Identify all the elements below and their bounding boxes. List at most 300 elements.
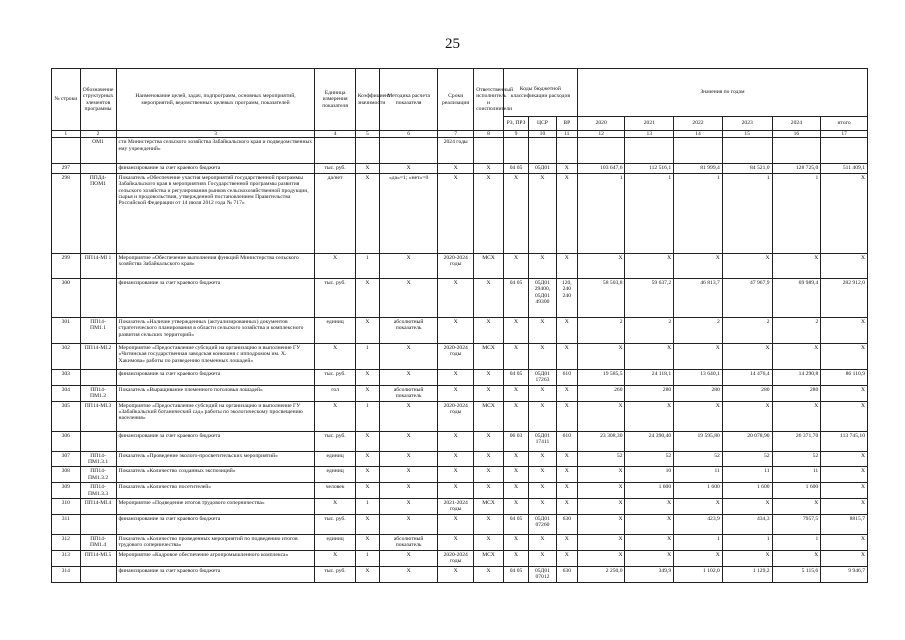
total-cell: X [821, 534, 868, 550]
column-number-cell: 5 [355, 131, 379, 138]
term-cell: 2020-2024 годы [438, 343, 474, 369]
row-number-cell: 300 [52, 278, 81, 317]
total-cell: 282 912,0 [821, 278, 868, 317]
header-2021: 2021 [625, 117, 674, 131]
value-2020-cell: X [577, 467, 625, 483]
name-cell: Показатель «Количество проведенных мероприятий по подведению итогов трудового соперничества» [116, 534, 315, 550]
value-2020-cell: X [577, 534, 625, 550]
coef-cell: X [355, 164, 379, 173]
header-responsible: Ответственный исполнитель и соисполнители [474, 69, 504, 131]
header-2022: 2022 [674, 117, 723, 131]
term-cell: X [438, 369, 474, 385]
row-number-cell [52, 138, 81, 164]
total-cell: 9 946,7 [821, 566, 868, 582]
value-2023-cell: 84 521,0 [722, 164, 772, 173]
csr-cell: X [529, 317, 557, 343]
column-number-cell: 1 [52, 131, 81, 138]
struct-code-cell [80, 278, 116, 317]
value-2022-cell: 423,9 [674, 514, 723, 534]
row-number-cell: 308 [52, 467, 81, 483]
name-cell: Мероприятие «Предоставление субсидий на организацию и выполнение ГУ «Забайкальский ботанический сад» работы по экологическому просвещению населения» [116, 401, 315, 431]
unit-cell: единиц [315, 534, 355, 550]
table-row [52, 173, 868, 253]
coef-cell: X [355, 431, 379, 451]
column-number-cell: 13 [625, 131, 674, 138]
column-number-cell: 6 [380, 131, 438, 138]
value-2022-cell: 1 102,0 [674, 566, 723, 582]
rz-cell: 04 05 [503, 514, 528, 534]
method-cell: X [380, 278, 438, 317]
row-number-cell: 301 [52, 317, 81, 343]
vr-cell: X [556, 483, 577, 499]
value-2020-cell: 103 647,6 [577, 164, 625, 173]
csr-cell [529, 138, 557, 164]
csr-cell: 05Д01 07012 [529, 566, 557, 582]
table-row [52, 431, 868, 451]
method-cell: X [380, 467, 438, 483]
total-cell [821, 138, 868, 164]
unit-cell: тыс. руб. [315, 514, 355, 534]
total-cell: X [821, 550, 868, 566]
name-cell: Показатель «Количество созданных экспозиций» [116, 467, 315, 483]
name-cell: финансирование за счет краевого бюджета [116, 278, 315, 317]
header-method: Методика расчета показателя [380, 69, 438, 131]
vr-cell: X [556, 173, 577, 253]
coef-cell: 1 [355, 401, 379, 431]
value-2020-cell: X [577, 514, 625, 534]
value-2024-cell [772, 138, 821, 164]
name-cell: Показатель «Количество посетителей» [116, 483, 315, 499]
column-number-cell: 12 [577, 131, 625, 138]
header-coef: Коэффициент значимости [355, 69, 379, 131]
responsible-cell: МСХ [474, 343, 504, 369]
method-cell: X [380, 550, 438, 566]
csr-cell: X [529, 467, 557, 483]
value-2020-cell: 2 250,0 [577, 566, 625, 582]
method-cell: X [380, 514, 438, 534]
value-2020-cell: 58 503,8 [577, 278, 625, 317]
value-2023-cell: 47 967,9 [722, 278, 772, 317]
csr-cell: 05Д01 29400, 05Д01 49300 [529, 278, 557, 317]
column-number-row [52, 131, 868, 138]
vr-cell: 630 [556, 514, 577, 534]
rz-cell: X [503, 534, 528, 550]
value-2023-cell: 1 [722, 534, 772, 550]
value-2020-cell: X [577, 499, 625, 515]
name-cell: финансирование за счет краевого бюджета [116, 431, 315, 451]
total-cell: X [821, 173, 868, 253]
term-cell: X [438, 514, 474, 534]
value-2024-cell: 11 [772, 467, 821, 483]
csr-cell: 05Д01 [529, 164, 557, 173]
value-2021-cell: X [625, 499, 674, 515]
value-2021-cell: 1 600 [625, 483, 674, 499]
unit-cell: тыс. руб. [315, 566, 355, 582]
value-2024-cell: 7957,5 [772, 514, 821, 534]
vr-cell: 610 [556, 369, 577, 385]
header-2024: 2024 [772, 117, 821, 131]
value-2021-cell: 59 637,2 [625, 278, 674, 317]
value-2024-cell: 26 371,70 [772, 431, 821, 451]
table-header [52, 69, 868, 138]
value-2024-cell: 52 [772, 451, 821, 467]
value-2024-cell: 128 725,0 [772, 164, 821, 173]
value-2020-cell [577, 138, 625, 164]
rz-cell: 04 05 [503, 278, 528, 317]
header-name: Наименование целей, задач, подпрограмм, основных мероприятий, мероприятий, ведомственных целевых программ, показателей [116, 69, 315, 131]
name-cell: финансирование за счет краевого бюджета [116, 369, 315, 385]
rz-cell: 04 05 [503, 164, 528, 173]
vr-cell: X [556, 401, 577, 431]
row-number-cell: 303 [52, 369, 81, 385]
csr-cell: X [529, 173, 557, 253]
name-cell: Мероприятие «Предоставление субсидий на организацию и выполнение ГУ «Читинская государственная заводская конюшня с ипподромом им. Х. Хакимова» работы по разведению племенных лошадей» [116, 343, 315, 369]
table-row [52, 566, 868, 582]
rz-cell: X [503, 385, 528, 401]
method-cell: абсолютный показатель [380, 317, 438, 343]
column-number-cell: 3 [116, 131, 315, 138]
method-cell: X [380, 343, 438, 369]
coef-cell: X [355, 173, 379, 253]
unit-cell: единиц [315, 317, 355, 343]
row-number-cell: 314 [52, 566, 81, 582]
value-2022-cell: X [674, 343, 723, 369]
value-2021-cell: X [625, 401, 674, 431]
value-2024-cell: X [772, 401, 821, 431]
value-2023-cell: 11 [722, 467, 772, 483]
responsible-cell: X [474, 173, 504, 253]
value-2024-cell: 2 [772, 317, 821, 343]
term-cell: X [438, 467, 474, 483]
header-2023: 2023 [722, 117, 772, 131]
table-body [52, 138, 868, 582]
term-cell: 2020-2024 годы [438, 253, 474, 278]
term-cell: 2020-2024 годы [438, 550, 474, 566]
total-cell: X [821, 385, 868, 401]
method-cell: X [380, 499, 438, 515]
term-cell: X [438, 164, 474, 173]
header-unit: Единица измерения показателя [315, 69, 355, 131]
vr-cell: X [556, 164, 577, 173]
rz-cell [503, 138, 528, 164]
column-number-cell: 17 [821, 131, 868, 138]
value-2021-cell: X [625, 550, 674, 566]
table-row [52, 451, 868, 467]
table-row [52, 483, 868, 499]
value-2023-cell [722, 138, 772, 164]
term-cell: X [438, 483, 474, 499]
value-2022-cell: X [674, 253, 723, 278]
value-2021-cell: 112 516,1 [625, 164, 674, 173]
term-cell: X [438, 173, 474, 253]
page-number: 25 [445, 36, 460, 52]
struct-code-cell: ПП14-ПМ1.1 [80, 317, 116, 343]
responsible-cell: МСХ [474, 499, 504, 515]
total-cell: 8815,7 [821, 514, 868, 534]
vr-cell: X [556, 550, 577, 566]
coef-cell: 1 [355, 343, 379, 369]
table-row [52, 467, 868, 483]
responsible-cell: X [474, 451, 504, 467]
name-cell: Мероприятие «Подведение итогов трудового соперничества» [116, 499, 315, 515]
row-number-cell: 305 [52, 401, 81, 431]
method-cell: X [380, 451, 438, 467]
csr-cell: X [529, 451, 557, 467]
unit-cell: тыс. руб. [315, 164, 355, 173]
coef-cell: X [355, 385, 379, 401]
table-row [52, 534, 868, 550]
value-2020-cell: 23 308,30 [577, 431, 625, 451]
value-2022-cell: X [674, 550, 723, 566]
value-2022-cell: 2 [674, 317, 723, 343]
vr-cell: X [556, 343, 577, 369]
unit-cell: X [315, 550, 355, 566]
column-number-cell: 10 [529, 131, 557, 138]
rz-cell: X [503, 550, 528, 566]
method-cell: X [380, 483, 438, 499]
term-cell: X [438, 317, 474, 343]
unit-cell: единиц [315, 467, 355, 483]
unit-cell: тыс. руб. [315, 431, 355, 451]
coef-cell: 1 [355, 253, 379, 278]
row-number-cell: 310 [52, 499, 81, 515]
rz-cell: X [503, 343, 528, 369]
column-number-cell: 14 [674, 131, 723, 138]
unit-cell: тыс. руб. [315, 369, 355, 385]
unit-cell: X [315, 499, 355, 515]
struct-code-cell: ПП14-МI.2 [80, 343, 116, 369]
method-cell: X [380, 566, 438, 582]
rz-cell: X [503, 401, 528, 431]
rz-cell: X [503, 317, 528, 343]
value-2024-cell: X [772, 253, 821, 278]
value-2023-cell: 20 078,90 [722, 431, 772, 451]
name-cell: Показатель «Выращивание племенного поголовья лошадей» [116, 385, 315, 401]
struct-code-cell [80, 566, 116, 582]
coef-cell: X [355, 278, 379, 317]
total-cell: X [821, 401, 868, 431]
struct-code-cell: ПП14-МI 1 [80, 253, 116, 278]
method-cell: X [380, 431, 438, 451]
coef-cell: X [355, 566, 379, 582]
total-cell: X [821, 317, 868, 343]
vr-cell: X [556, 385, 577, 401]
struct-code-cell: ПП14-МI.5 [80, 550, 116, 566]
value-2021-cell: X [625, 343, 674, 369]
header-struct-code: Обозначение структурных элементов программы [80, 69, 116, 131]
program-table [51, 68, 868, 583]
value-2024-cell: X [772, 499, 821, 515]
csr-cell: X [529, 499, 557, 515]
table-row [52, 550, 868, 566]
header-row-no: № строки [52, 69, 81, 131]
struct-code-cell: ПП14-ПМ1.3.3 [80, 483, 116, 499]
vr-cell [556, 138, 577, 164]
value-2020-cell: 2 [577, 317, 625, 343]
csr-cell: X [529, 550, 557, 566]
total-cell: 511 409,1 [821, 164, 868, 173]
table-row [52, 278, 868, 317]
row-number-cell: 309 [52, 483, 81, 499]
responsible-cell: X [474, 431, 504, 451]
unit-cell [315, 138, 355, 164]
total-cell: 86 110,9 [821, 369, 868, 385]
term-cell: X [438, 534, 474, 550]
value-2021-cell: X [625, 514, 674, 534]
csr-cell: X [529, 343, 557, 369]
value-2022-cell: 1 [674, 534, 723, 550]
rz-cell: X [503, 451, 528, 467]
value-2021-cell: 52 [625, 451, 674, 467]
coef-cell: X [355, 467, 379, 483]
table-row [52, 369, 868, 385]
rz-cell: X [503, 253, 528, 278]
value-2024-cell: 1 600 [772, 483, 821, 499]
struct-code-cell: ОМ1 [80, 138, 116, 164]
value-2021-cell: 1 [625, 173, 674, 253]
table-row [52, 401, 868, 431]
value-2023-cell: X [722, 550, 772, 566]
rz-cell: X [503, 173, 528, 253]
value-2022-cell: 81 999,4 [674, 164, 723, 173]
coef-cell: X [355, 451, 379, 467]
value-2021-cell: 24 390,40 [625, 431, 674, 451]
vr-cell: X [556, 317, 577, 343]
responsible-cell: X [474, 514, 504, 534]
struct-code-cell: ППД4-ПОМ1 [80, 173, 116, 253]
value-2023-cell: 280 [722, 385, 772, 401]
header-total: итого [821, 117, 868, 131]
value-2022-cell: 11 [674, 467, 723, 483]
value-2024-cell: X [772, 343, 821, 369]
unit-cell: человек [315, 483, 355, 499]
term-cell: 2024 годы [438, 138, 474, 164]
value-2022-cell: 13 640,1 [674, 369, 723, 385]
column-number-cell: 16 [772, 131, 821, 138]
value-2023-cell: 14 476,4 [722, 369, 772, 385]
rz-cell: 06 03 [503, 431, 528, 451]
value-2020-cell: X [577, 483, 625, 499]
coef-cell: X [355, 317, 379, 343]
value-2022-cell: X [674, 401, 723, 431]
name-cell: Мероприятие «Кадровое обеспечение агропромышленного комплекса» [116, 550, 315, 566]
value-2022-cell: 19 595,80 [674, 431, 723, 451]
row-number-cell: 302 [52, 343, 81, 369]
unit-cell: X [315, 253, 355, 278]
rz-cell: 04 05 [503, 369, 528, 385]
row-number-cell: 299 [52, 253, 81, 278]
value-2022-cell: 52 [674, 451, 723, 467]
table-row [52, 317, 868, 343]
coef-cell: 1 [355, 499, 379, 515]
value-2021-cell: 24 118,1 [625, 369, 674, 385]
vr-cell: 630 [556, 566, 577, 582]
unit-cell: тыс. руб. [315, 278, 355, 317]
value-2021-cell: 280 [625, 385, 674, 401]
total-cell: X [821, 343, 868, 369]
table-row [52, 164, 868, 173]
struct-code-cell [80, 369, 116, 385]
csr-cell: 05Д01 17263 [529, 369, 557, 385]
coef-cell: X [355, 534, 379, 550]
responsible-cell: МСХ [474, 550, 504, 566]
responsible-cell: X [474, 467, 504, 483]
total-cell: X [821, 483, 868, 499]
table-row [52, 385, 868, 401]
header-vr: ВР [556, 117, 577, 131]
table-row [52, 138, 868, 164]
total-cell: 113 745,10 [821, 431, 868, 451]
coef-cell: X [355, 483, 379, 499]
csr-cell: 05Д01 07260 [529, 514, 557, 534]
csr-cell: X [529, 253, 557, 278]
row-number-cell: 311 [52, 514, 81, 534]
struct-code-cell: ПП14-ПМ1.3.1 [80, 451, 116, 467]
value-2020-cell: X [577, 343, 625, 369]
value-2022-cell: 1 600 [674, 483, 723, 499]
value-2021-cell: 349,9 [625, 566, 674, 582]
value-2024-cell: 69 989,4 [772, 278, 821, 317]
struct-code-cell: ПП14-МI.3 [80, 401, 116, 431]
row-number-cell: 307 [52, 451, 81, 467]
name-cell: Показатель «Проведение эколого-просветительских мероприятий» [116, 451, 315, 467]
struct-code-cell: ПП14-ПМ1.4 [80, 534, 116, 550]
row-number-cell: 297 [52, 164, 81, 173]
term-cell: X [438, 566, 474, 582]
method-cell: X [380, 369, 438, 385]
value-2023-cell: X [722, 253, 772, 278]
responsible-cell: МСХ [474, 401, 504, 431]
value-2020-cell: 260 [577, 385, 625, 401]
vr-cell: 120, 240 240 [556, 278, 577, 317]
row-number-cell: 312 [52, 534, 81, 550]
total-cell: X [821, 499, 868, 515]
value-2023-cell: 52 [722, 451, 772, 467]
value-2024-cell: 14 290,8 [772, 369, 821, 385]
row-number-cell: 306 [52, 431, 81, 451]
value-2023-cell: 434,3 [722, 514, 772, 534]
name-cell: Показатель «Наличие утвержденных (актуализированных) документов стратегического планирования в области сельского хозяйства и комплексного развития сельских территорий» [116, 317, 315, 343]
responsible-cell: X [474, 369, 504, 385]
value-2020-cell: 19 585,5 [577, 369, 625, 385]
responsible-cell: X [474, 317, 504, 343]
name-cell: финансирование за счет краевого бюджета [116, 514, 315, 534]
method-cell: абсолютный показатель [380, 385, 438, 401]
value-2023-cell: 2 [722, 317, 772, 343]
column-number-cell: 2 [80, 131, 116, 138]
vr-cell: X [556, 253, 577, 278]
rz-cell: X [503, 467, 528, 483]
unit-cell: единиц [315, 451, 355, 467]
header-values-by-year: Значения по годам [577, 69, 867, 117]
csr-cell: 05Д01 17411 [529, 431, 557, 451]
responsible-cell [474, 138, 504, 164]
name-cell: Мероприятие «Обеспечение выполнения функций Министерства сельского хозяйства Забайкальского края» [116, 253, 315, 278]
term-cell: X [438, 385, 474, 401]
method-cell: X [380, 164, 438, 173]
responsible-cell: МСХ [474, 253, 504, 278]
value-2020-cell: 1 [577, 173, 625, 253]
coef-cell: 1 [355, 550, 379, 566]
rz-cell: X [503, 483, 528, 499]
value-2021-cell: 2 [625, 317, 674, 343]
responsible-cell: X [474, 164, 504, 173]
name-cell: финансирование за счет краевого бюджета [116, 566, 315, 582]
term-cell: X [438, 431, 474, 451]
total-cell: X [821, 451, 868, 467]
method-cell: «да»=1; «нет»=0 [380, 173, 438, 253]
struct-code-cell: ПП14-ПМ1.2 [80, 385, 116, 401]
